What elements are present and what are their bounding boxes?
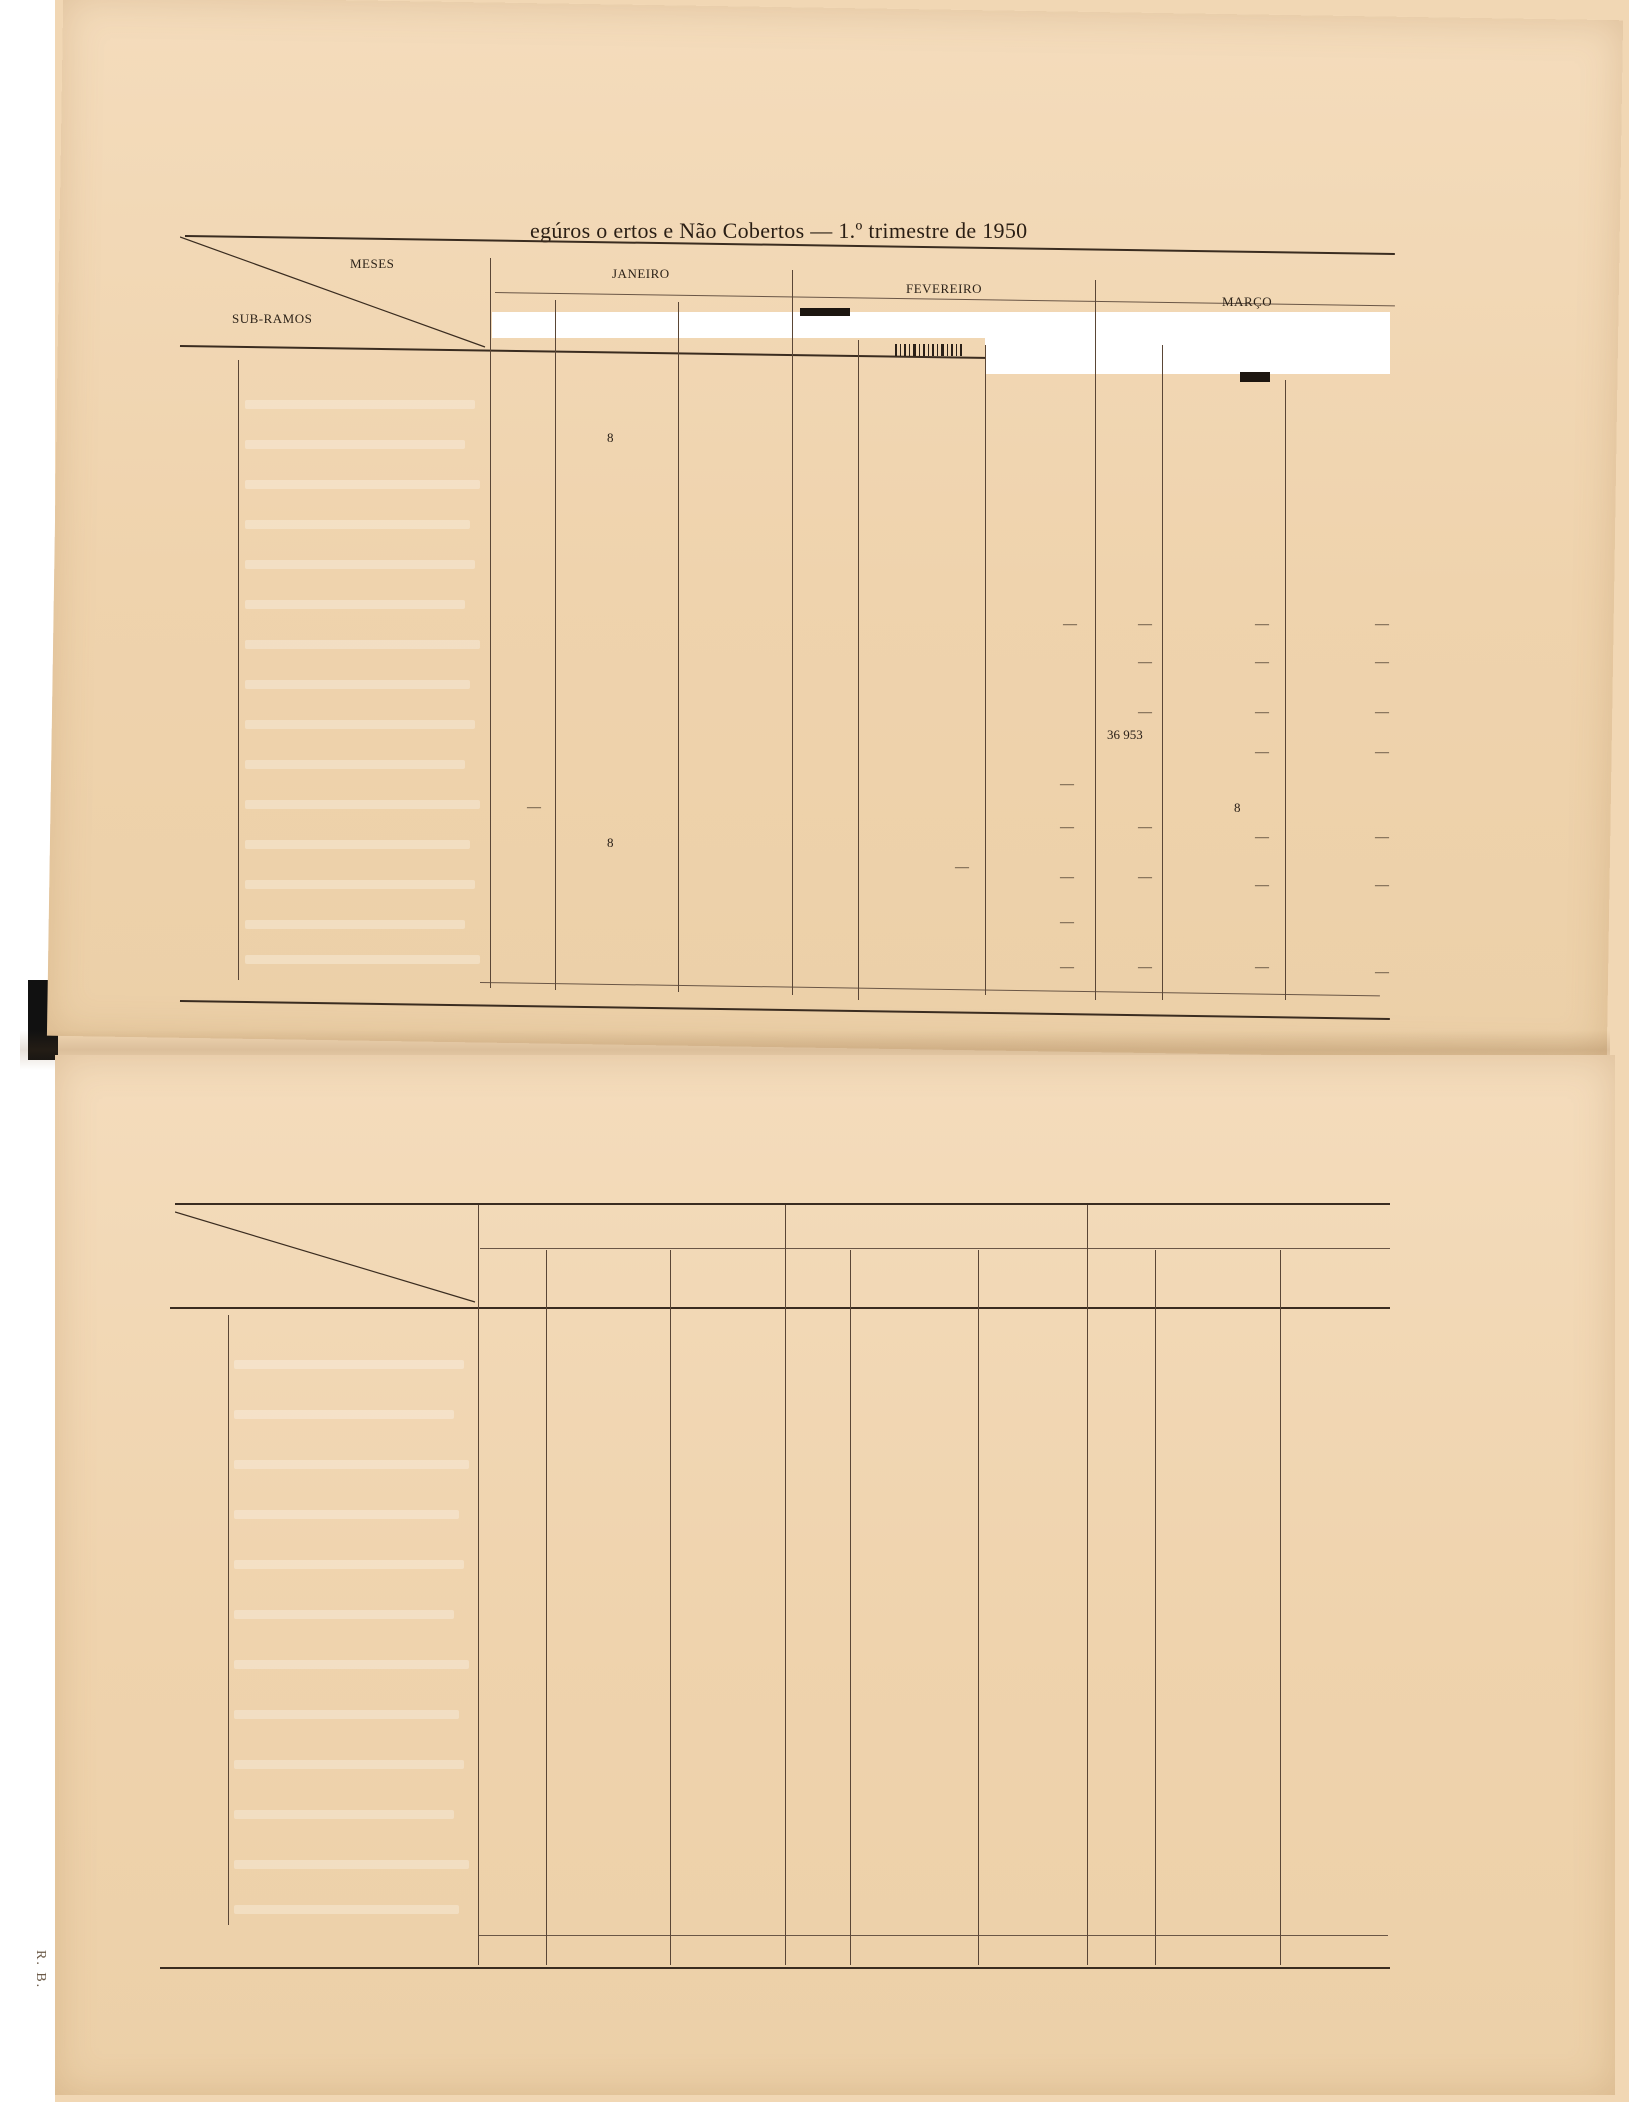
table-header-bottom-rule [170,1307,1390,1309]
side-label: R. B. [33,1950,48,1990]
column-rule [792,270,793,995]
table-total-rule [478,1935,1388,1936]
column-rule [1095,280,1096,1000]
column-rule [546,1250,547,1965]
dash-mark: — [1060,915,1074,930]
faded-row-label [245,840,470,849]
dash-mark: — [1255,960,1269,975]
faded-row-label [234,1610,454,1619]
row-label-rule [228,1315,229,1925]
dash-mark: — [955,860,969,875]
faded-row-label [234,1760,464,1769]
value-cell: 8 [607,835,614,850]
header-meses: MESES [350,256,395,271]
faded-row-label [234,1410,454,1419]
dash-mark: — [1375,705,1389,720]
faded-row-label [245,480,480,489]
column-rule [478,1205,479,1965]
faded-row-label [234,1560,464,1569]
dash-mark: — [1255,705,1269,720]
value-cell: 8 [607,430,614,445]
dash-mark: — [1063,617,1077,632]
column-rule [555,300,556,990]
column-rule [678,302,679,992]
header-subramos: SUB-RAMOS [232,311,313,326]
dash-mark: — [1060,960,1074,975]
dash-mark: — [1375,830,1389,845]
header-month-janeiro: JANEIRO [612,266,670,281]
barcode-mark [895,344,965,356]
column-rule [1285,380,1286,1000]
dash-mark: — [1060,777,1074,792]
faded-row-label [234,1710,459,1719]
faded-row-label [234,1660,469,1669]
dash-mark: — [1255,878,1269,893]
scan-mask-bar [492,312,1390,338]
column-rule [490,258,491,988]
value-cell: 8 [1234,800,1241,815]
faded-row-label [234,1810,454,1819]
faded-row-label [245,400,475,409]
faded-row-label [245,560,475,569]
dash-mark: — [1060,870,1074,885]
dash-mark: — [1255,830,1269,845]
header-diagonal [175,1210,485,1305]
dash-mark: — [1138,705,1152,720]
column-rule [1280,1250,1281,1965]
dash-mark: — [1138,960,1152,975]
faded-row-label [234,1860,469,1869]
faded-row-label [245,760,465,769]
column-rule [1162,345,1163,1000]
dash-mark: — [1138,655,1152,670]
column-rule [978,1250,979,1965]
dash-mark: — [1060,820,1074,835]
faded-row-label [234,1510,459,1519]
top-page [47,0,1623,1060]
faded-row-label [234,1905,459,1914]
barcode-mark [800,308,850,316]
faded-row-label [234,1460,469,1469]
dash-mark: — [1255,617,1269,632]
faded-row-label [245,640,480,649]
dash-mark: — [1138,870,1152,885]
header-month-fevereiro: FEVEREIRO [906,281,982,296]
dash-mark: — [1375,878,1389,893]
dash-mark: — [1255,745,1269,760]
dash-mark: — [527,800,541,815]
header-diagonal [180,235,500,355]
dash-mark: — [1375,745,1389,760]
dash-mark: — [1138,617,1152,632]
faded-row-label [245,720,475,729]
dash-mark: — [1375,965,1389,980]
column-rule [1155,1250,1156,1965]
table-subheader-rule [480,1248,1390,1249]
dash-mark: — [1138,820,1152,835]
faded-row-label [245,440,465,449]
dash-mark: — [1255,655,1269,670]
faded-row-label [245,880,475,889]
table-top-rule [175,1203,1390,1205]
dash-mark: — [1375,655,1389,670]
column-rule [858,340,859,1000]
header-month-marco: MARÇO [1222,294,1273,309]
scan-mask-bar [985,336,1390,374]
value-cell: 36 953 [1107,727,1143,742]
column-rule [1087,1205,1088,1965]
column-rule [985,345,986,995]
table-title: egúros o ertos e Não Cobertos — 1.º trimestre de 1950 [530,218,1028,243]
faded-row-label [245,800,480,809]
faded-row-label [245,600,465,609]
faded-row-label [234,1360,464,1369]
table-bottom-rule [160,1967,1390,1969]
faded-row-label [245,920,465,929]
column-rule [785,1205,786,1965]
faded-row-label [245,520,470,529]
barcode-mark [1240,372,1270,382]
column-rule [670,1250,671,1965]
dash-mark: — [1375,617,1389,632]
row-label-rule [238,360,239,980]
faded-row-label [245,955,480,964]
faded-row-label [245,680,470,689]
column-rule [850,1250,851,1965]
